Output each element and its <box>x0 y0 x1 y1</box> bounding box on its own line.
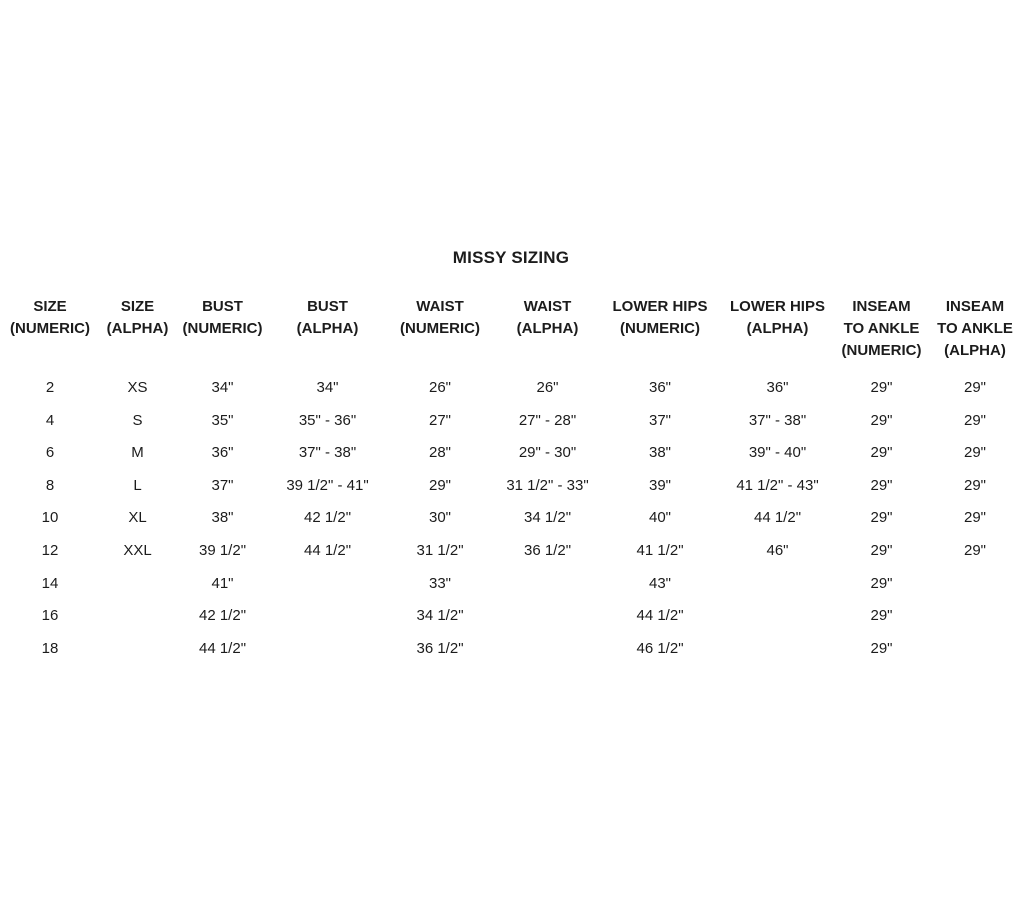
column-header-line: (NUMERIC) <box>620 320 700 337</box>
column-header-line: (NUMERIC) <box>182 320 263 337</box>
cell-bust-alpha: 44 1/2" <box>303 541 352 559</box>
cell-size-numeric: 2 <box>45 379 55 396</box>
cell-lower-hips-alpha <box>720 568 835 601</box>
cell-lower-hips-alpha: 44 1/2" <box>753 509 802 527</box>
cell-bust-alpha: 34" <box>316 379 339 396</box>
cell-inseam-alpha: 29" <box>963 444 986 462</box>
table-row <box>0 633 1022 666</box>
column-header-inseam-alpha <box>928 296 1022 372</box>
cell-size-alpha: M <box>131 444 144 462</box>
table-row <box>0 535 1022 568</box>
cell-lower-hips-numeric: 46 1/2" <box>636 639 684 657</box>
table-header-row <box>0 296 1022 372</box>
table-row <box>0 372 1022 405</box>
cell-inseam-numeric: 29" <box>870 379 893 396</box>
column-header-lower-hips-alpha <box>720 296 835 372</box>
cell-bust-alpha: 37" - 38" <box>298 444 357 462</box>
column-header-line: SIZE <box>120 298 155 315</box>
cell-waist-alpha: 36 1/2" <box>523 541 572 559</box>
cell-lower-hips-numeric: 37" <box>648 411 671 429</box>
cell-bust-numeric: 39 1/2" <box>198 541 247 559</box>
cell-waist-alpha: 31 1/2" - 33" <box>506 476 589 494</box>
table-row <box>0 405 1022 438</box>
cell-inseam-numeric: 29" <box>870 476 893 494</box>
table-row <box>0 470 1022 503</box>
cell-waist-numeric: 34 1/2" <box>416 607 464 625</box>
cell-lower-hips-alpha <box>720 633 835 666</box>
column-header-line: WAIST <box>416 298 464 315</box>
cell-waist-numeric: 28" <box>428 444 451 462</box>
cell-waist-numeric: 33" <box>428 574 451 592</box>
cell-lower-hips-numeric: 41 1/2" <box>636 541 684 559</box>
cell-lower-hips-alpha: 39" - 40" <box>748 444 807 462</box>
cell-bust-numeric: 37" <box>211 476 234 494</box>
cell-lower-hips-alpha: 46" <box>766 541 789 559</box>
cell-inseam-numeric: 29" <box>870 444 893 462</box>
cell-inseam-numeric: 29" <box>870 574 893 592</box>
column-header-line: (ALPHA) <box>296 320 359 337</box>
column-header-line: (ALPHA) <box>944 342 1006 359</box>
cell-bust-numeric: 44 1/2" <box>198 639 247 657</box>
cell-inseam-alpha: 29" <box>963 379 986 396</box>
cell-inseam-alpha: 29" <box>963 411 986 429</box>
cell-size-numeric: 10 <box>41 509 59 527</box>
cell-size-alpha <box>100 568 175 601</box>
column-header-lower-hips-numeric <box>600 296 720 372</box>
cell-inseam-alpha: 29" <box>963 509 986 527</box>
cell-bust-alpha: 35" - 36" <box>298 411 357 429</box>
cell-waist-numeric: 26" <box>428 379 451 396</box>
cell-lower-hips-numeric: 36" <box>648 379 671 396</box>
table-row <box>0 502 1022 535</box>
cell-waist-alpha <box>495 600 600 633</box>
cell-waist-alpha <box>495 633 600 666</box>
table-row <box>0 568 1022 601</box>
table-row <box>0 437 1022 470</box>
cell-size-alpha: XXL <box>123 541 152 559</box>
cell-size-numeric: 12 <box>41 541 59 559</box>
cell-size-alpha: S <box>132 411 143 429</box>
sizing-table <box>0 296 1022 665</box>
cell-waist-alpha: 29" - 30" <box>518 444 577 462</box>
cell-bust-alpha: 42 1/2" <box>303 509 352 527</box>
cell-size-numeric: 6 <box>45 444 55 462</box>
column-header-line: LOWER HIPS <box>729 298 825 315</box>
column-header-line: SIZE <box>33 298 67 315</box>
cell-waist-alpha: 26" <box>536 379 559 396</box>
cell-lower-hips-numeric: 38" <box>648 444 671 462</box>
column-header-line: (ALPHA) <box>516 320 579 337</box>
cell-lower-hips-numeric: 44 1/2" <box>636 607 684 625</box>
column-header-line: TO ANKLE <box>843 320 920 337</box>
cell-inseam-alpha <box>928 568 1022 601</box>
cell-inseam-alpha <box>928 633 1022 666</box>
cell-size-numeric: 18 <box>41 639 59 657</box>
cell-bust-numeric: 34" <box>211 379 234 396</box>
column-header-waist-numeric <box>385 296 495 372</box>
column-header-line: INSEAM <box>852 298 911 315</box>
column-header-inseam-numeric <box>835 296 928 372</box>
cell-bust-numeric: 41" <box>211 574 234 592</box>
column-header-line: INSEAM <box>945 298 1005 315</box>
cell-lower-hips-alpha <box>720 600 835 633</box>
cell-lower-hips-alpha: 36" <box>766 379 789 396</box>
cell-size-numeric: 4 <box>45 411 55 429</box>
cell-size-numeric: 8 <box>45 476 55 494</box>
cell-waist-numeric: 30" <box>428 509 451 527</box>
cell-lower-hips-numeric: 39" <box>648 476 671 494</box>
column-header-size-alpha <box>100 296 175 372</box>
cell-size-numeric: 14 <box>41 574 59 592</box>
cell-lower-hips-numeric: 40" <box>648 509 671 527</box>
column-header-waist-alpha <box>495 296 600 372</box>
cell-bust-alpha <box>270 633 385 666</box>
cell-bust-numeric: 38" <box>211 509 234 527</box>
cell-inseam-numeric: 29" <box>870 607 893 625</box>
cell-waist-numeric: 36 1/2" <box>416 639 464 657</box>
column-header-line: (ALPHA) <box>746 320 809 337</box>
cell-bust-alpha: 39 1/2" - 41" <box>286 476 369 494</box>
cell-bust-alpha <box>270 600 385 633</box>
column-header-line: BUST <box>202 298 243 315</box>
column-header-size-numeric <box>0 296 100 372</box>
cell-waist-numeric: 27" <box>428 411 451 429</box>
cell-inseam-alpha: 29" <box>963 541 986 559</box>
cell-waist-alpha: 27" - 28" <box>518 411 577 429</box>
page-title: MISSY SIZING <box>452 248 570 267</box>
column-header-bust-numeric <box>175 296 270 372</box>
cell-waist-numeric: 31 1/2" <box>416 541 464 559</box>
column-header-line: (ALPHA) <box>106 320 169 337</box>
cell-inseam-numeric: 29" <box>870 541 893 559</box>
cell-inseam-numeric: 29" <box>870 639 893 657</box>
cell-size-alpha: XS <box>127 379 148 396</box>
cell-size-alpha: L <box>133 476 142 494</box>
column-header-line: LOWER HIPS <box>612 298 708 315</box>
cell-inseam-numeric: 29" <box>870 411 893 429</box>
cell-lower-hips-alpha: 37" - 38" <box>748 411 807 429</box>
cell-inseam-numeric: 29" <box>870 509 893 527</box>
cell-bust-alpha <box>270 568 385 601</box>
column-header-line: TO ANKLE <box>937 320 1013 337</box>
column-header-line: BUST <box>307 298 348 315</box>
cell-lower-hips-numeric: 43" <box>648 574 671 592</box>
column-header-line: (NUMERIC) <box>400 320 480 337</box>
cell-bust-numeric: 42 1/2" <box>198 607 247 625</box>
column-header-bust-alpha <box>270 296 385 372</box>
cell-waist-alpha <box>495 568 600 601</box>
column-header-line: (NUMERIC) <box>841 342 922 359</box>
cell-waist-alpha: 34 1/2" <box>523 509 572 527</box>
column-header-line: WAIST <box>523 298 572 315</box>
cell-bust-numeric: 36" <box>211 444 234 462</box>
cell-waist-numeric: 29" <box>428 476 451 494</box>
table-row <box>0 600 1022 633</box>
cell-size-alpha: XL <box>128 509 147 527</box>
cell-inseam-alpha <box>928 600 1022 633</box>
cell-bust-numeric: 35" <box>211 411 234 429</box>
cell-size-alpha <box>100 633 175 666</box>
cell-lower-hips-alpha: 41 1/2" - 43" <box>736 476 819 494</box>
cell-size-alpha <box>100 600 175 633</box>
column-header-line: (NUMERIC) <box>10 320 90 337</box>
cell-size-numeric: 16 <box>41 607 59 625</box>
cell-inseam-alpha: 29" <box>963 476 986 494</box>
